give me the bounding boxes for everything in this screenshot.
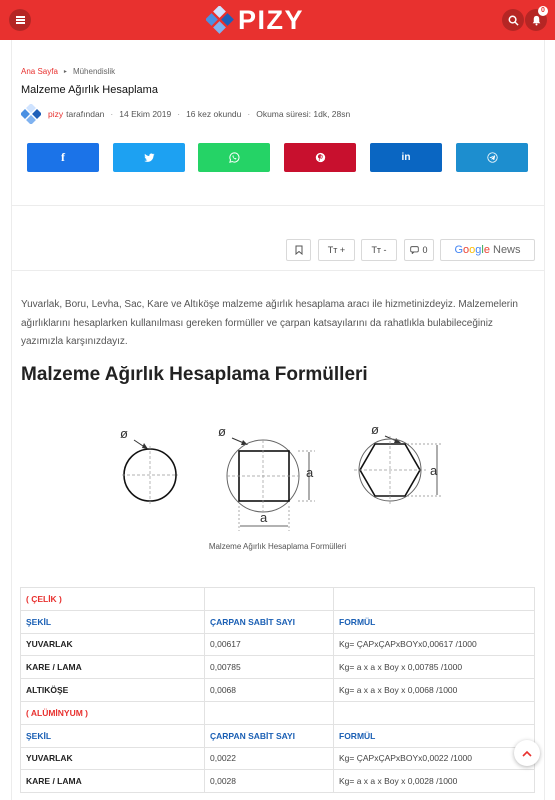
- column-header: ŞEKİL: [21, 724, 205, 747]
- formula-cell: Kg= ÇAPxÇAPxBOYx0,0022 /1000: [334, 747, 535, 770]
- shape-cell: ALTIKÖŞE: [21, 679, 205, 702]
- notifications-button[interactable]: [525, 9, 547, 31]
- formula-cell: Kg= a x a x Boy x 0,0028 /1000: [334, 770, 535, 793]
- breadcrumb-category-link[interactable]: Mühendislik: [72, 67, 116, 76]
- meta-separator: ·: [177, 109, 181, 119]
- coefficient-cell: 0,0028: [205, 770, 334, 793]
- comments-button[interactable]: [404, 239, 434, 261]
- scroll-to-top-button[interactable]: [514, 740, 540, 766]
- svg-text:ø: ø: [218, 424, 226, 439]
- shape-cell: YUVARLAK: [21, 633, 205, 656]
- author-suffix: tarafından: [66, 109, 105, 119]
- content-border-right: [544, 40, 545, 800]
- font-decrease-label: Tт -: [371, 245, 387, 255]
- top-bar: [0, 0, 555, 40]
- font-decrease-button[interactable]: [361, 239, 397, 261]
- table-section-row: [21, 588, 535, 611]
- table-header-row: [21, 724, 535, 747]
- svg-text:ø: ø: [371, 422, 379, 437]
- column-header: ÇARPAN SABİT SAYI: [205, 610, 334, 633]
- comment-icon: [410, 246, 419, 254]
- share-pinterest-button[interactable]: [284, 143, 356, 172]
- round-bar-diagram: [120, 426, 178, 504]
- breadcrumb: [21, 67, 115, 76]
- svg-text:a: a: [306, 465, 314, 480]
- share-linkedin-button[interactable]: [370, 143, 442, 172]
- article-meta: [21, 104, 350, 124]
- divider: [11, 205, 545, 206]
- column-header: FORMÜL: [334, 610, 535, 633]
- notification-badge: 0: [538, 6, 548, 16]
- section-label: ( ÇELİK ): [21, 588, 205, 611]
- svg-text:ø: ø: [120, 426, 128, 441]
- column-header: FORMÜL: [334, 724, 535, 747]
- twitter-icon: [144, 153, 155, 163]
- hexagon-bar-diagram: [354, 422, 443, 504]
- formula-diagram: [100, 418, 460, 536]
- hamburger-icon: [16, 19, 25, 21]
- meta-separator: ·: [110, 109, 114, 119]
- read-time: Okuma süresi: 1dk, 28sn: [256, 109, 351, 119]
- font-increase-button[interactable]: [318, 239, 355, 261]
- author-link[interactable]: pizy: [48, 109, 64, 119]
- font-increase-label: Tт +: [327, 245, 346, 255]
- coefficient-cell: 0,00617: [205, 633, 334, 656]
- share-twitter-button[interactable]: [113, 143, 185, 172]
- logo-text: PIZY: [238, 4, 305, 35]
- divider: [11, 270, 545, 271]
- share-facebook-button[interactable]: [27, 143, 99, 172]
- menu-button[interactable]: [9, 9, 31, 31]
- breadcrumb-arrow-icon: ▸: [63, 69, 67, 75]
- facebook-icon: f: [61, 150, 65, 164]
- figure-caption: Malzeme Ağırlık Hesaplama Formülleri: [208, 542, 347, 551]
- table-row: [21, 633, 535, 656]
- formula-cell: Kg= ÇAPxÇAPxBOYx0,00617 /1000: [334, 633, 535, 656]
- table-header-row: [21, 610, 535, 633]
- formula-cell: Kg= a x a x Boy x 0,0068 /1000: [334, 679, 535, 702]
- table-section-row: [21, 701, 535, 724]
- google-news-button[interactable]: [440, 239, 535, 261]
- google-news-logo: Google: [454, 244, 490, 256]
- bell-icon: [531, 15, 542, 26]
- page-title: Malzeme Ağırlık Hesaplama: [21, 84, 158, 96]
- shape-cell: KARE / LAMA: [21, 656, 205, 679]
- table-row: [21, 656, 535, 679]
- coefficient-cell: 0,00785: [205, 656, 334, 679]
- google-news-label: News: [493, 244, 521, 256]
- bookmark-button[interactable]: [286, 239, 311, 261]
- intro-paragraph: Yuvarlak, Boru, Levha, Sac, Kare ve Altıköşe malzeme ağırlık hesaplama aracı ile hizmetinizdeyiz. Malzemelerin ağırlıklarını hesaplarken kullanılması gereken formüller ve çarpan katsayılarını da rahatlıkla bulabileceğiniz yazımızla karşınızdayız.: [21, 299, 518, 347]
- bookmark-icon: [295, 245, 303, 255]
- search-button[interactable]: [502, 9, 524, 31]
- share-buttons: [27, 143, 528, 172]
- author-avatar[interactable]: [21, 104, 41, 124]
- shape-cell: KARE / LAMA: [21, 770, 205, 793]
- square-bar-diagram: [218, 424, 315, 531]
- table-row: [21, 770, 535, 793]
- publish-date: 14 Ekim 2019: [119, 109, 172, 119]
- shape-cell: YUVARLAK: [21, 747, 205, 770]
- svg-text:a: a: [260, 510, 268, 525]
- linkedin-icon: in: [401, 152, 411, 163]
- coefficient-cell: 0,0068: [205, 679, 334, 702]
- section-heading: Malzeme Ağırlık Hesaplama Formülleri: [21, 364, 368, 385]
- pinterest-icon: [315, 152, 326, 163]
- table-row: [21, 747, 535, 770]
- telegram-icon: [487, 152, 498, 163]
- coefficient-cell: 0,0022: [205, 747, 334, 770]
- view-count: 16 kez okundu: [186, 109, 242, 119]
- breadcrumb-home-link[interactable]: Ana Sayfa: [21, 67, 58, 76]
- logo-mark-icon: [206, 6, 234, 34]
- site-logo[interactable]: [206, 5, 304, 35]
- column-header: ŞEKİL: [21, 610, 205, 633]
- search-icon: [508, 15, 519, 26]
- section-label: ( ALÜMİNYUM ): [21, 701, 205, 724]
- svg-text:a: a: [430, 463, 438, 478]
- comment-count: 0: [422, 245, 428, 255]
- column-header: ÇARPAN SABİT SAYI: [205, 724, 334, 747]
- table-row: [21, 679, 535, 702]
- content-border-left: [11, 40, 12, 800]
- chevron-up-icon: [522, 750, 532, 757]
- formula-table: [20, 587, 535, 793]
- whatsapp-icon: [229, 152, 240, 163]
- meta-separator: ·: [247, 109, 251, 119]
- formula-cell: Kg= a x a x Boy x 0,00785 /1000: [334, 656, 535, 679]
- share-telegram-button[interactable]: [456, 143, 528, 172]
- share-whatsapp-button[interactable]: [198, 143, 270, 172]
